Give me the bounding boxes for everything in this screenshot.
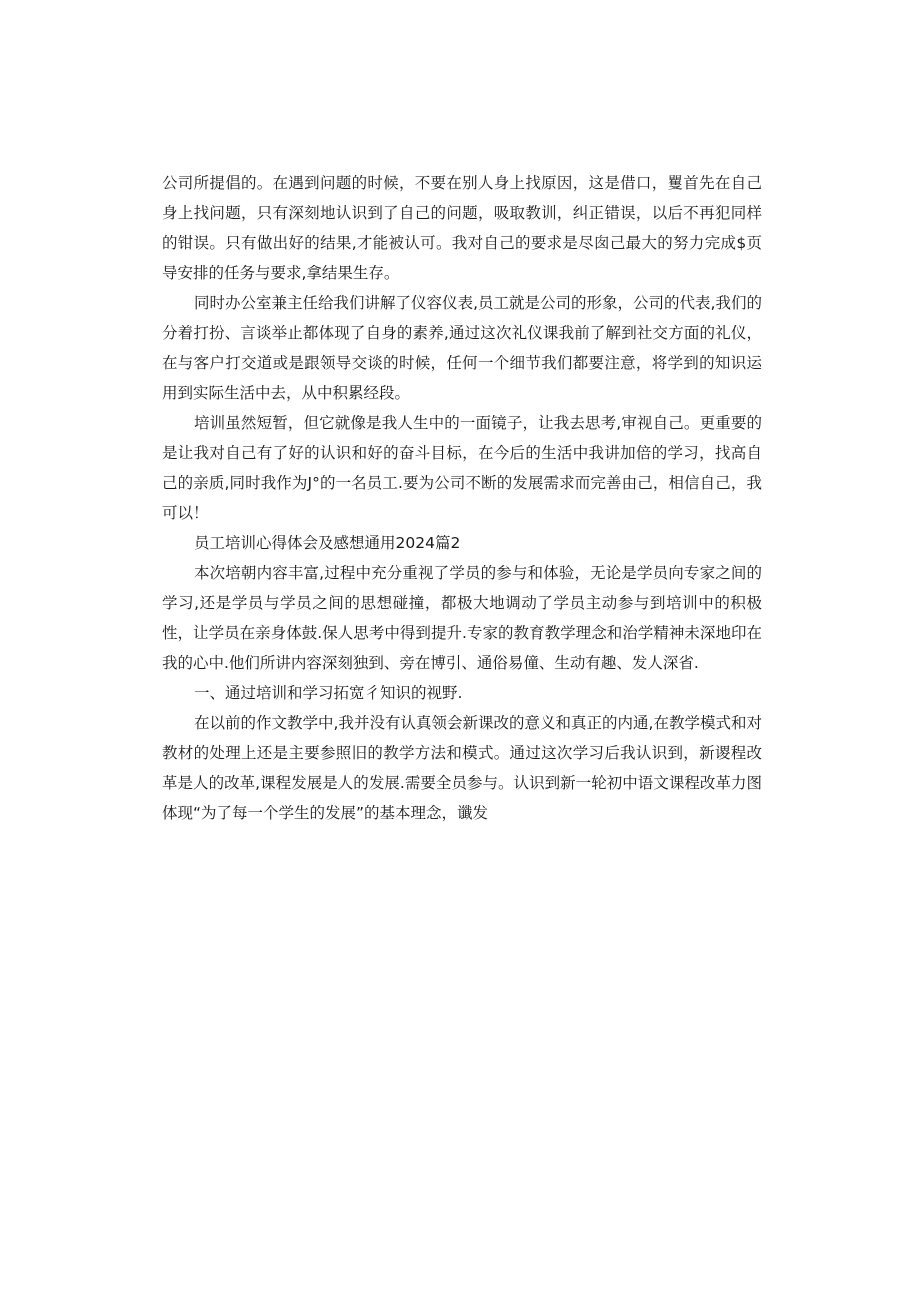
paragraph-2: 同时办公室兼主任给我们讲解了仪容仪表,员工就是公司的形象，公司的代表,我们的分着打扮、言谈举止都体现了自身的素养,通过这次礼仪课我前了解到社交方面的礼仪，在与客户打交道或是跟领导交谈的时候，任何一个细节我们都要注意，将学到的知识运用到实际生活中去，从中积累经段。 (162, 294, 762, 402)
paragraph-4: 本次培朝内容丰富,过程中充分重视了学员的参与和体验，无论是学员向专家之间的学习,还是学员与学员之间的思想碰撞，都极大地调动了学员主动参与到培训中的积极性，让学员在亲身体鼓.保人思考中得到提升.专家的教育教学理念和治学精神未深地印在我的心中.他们所讲内容深刻独到、旁在博引、通俗易僮、生动有趣、发人深省. (162, 564, 762, 672)
paragraph-1: 公司所提倡的。在遇到问题的时候，不要在别人身上找原因，这是借口，矍首先在自己身上找问题，只有深刻地认识到了自己的问题，吸取教训，纠正错误，以后不再犯同样的钳误。只有做出好的结果,才能被认可。我对自己的要求是尽囱己最大的努力完成$页导安排的任务与要求,拿结果生存。 (162, 174, 762, 282)
document-body (162, 168, 762, 828)
sub-heading: 一、通过培训和学习拓宽彳知识的视野. (194, 684, 463, 702)
paragraph-3: 培训虽然短暂，但它就像是我人生中的一面镜子，让我去思考,审视自己。更重要的是让我对自己有了好的认识和好的奋斗目标，在今后的生活中我讲加倍的学习，找高自己的亲质,同时我作为J°的一名员工.要为公司不断的发展需求而完善由己，相信自己，我可以！ (162, 414, 762, 522)
paragraph-5: 在以前的作文教学中,我并没有认真领会新课改的意义和真正的内通,在教学模式和对教材的处理上还是主要参照旧的教学方法和模式。通过这次学习后我认识到，新谡程改革是人的改革,课程发展是人的发展.需要全员参与。认识到新一轮初中语文课程改革力图体现“为了每一个学生的发展”的基本理念，谶发 (162, 714, 762, 822)
section-heading: 员工培训心得体会及感想通用2024篇2 (194, 534, 461, 552)
